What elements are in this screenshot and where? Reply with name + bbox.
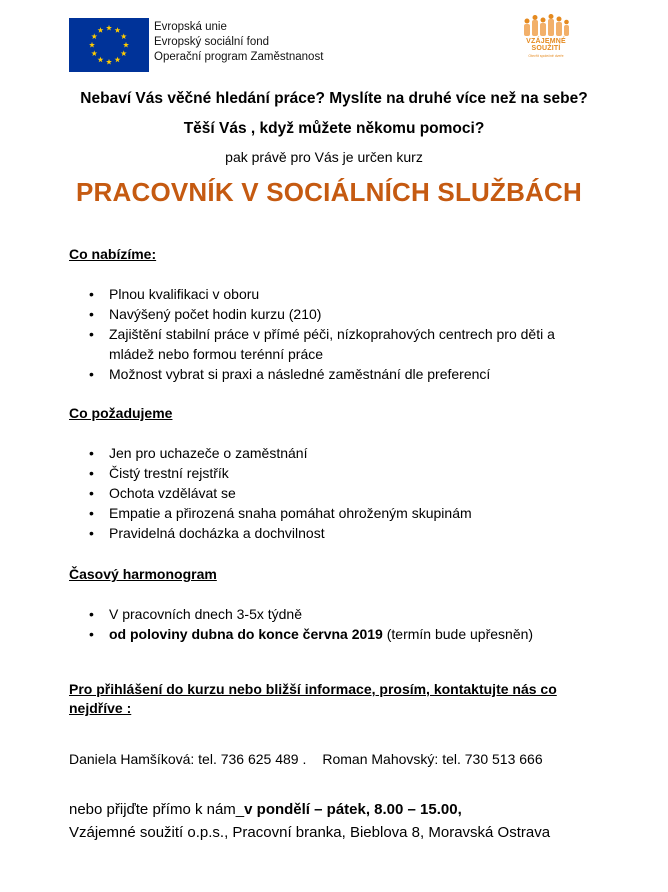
requirements-heading: Co požadujeme <box>69 405 173 421</box>
list-item: • Možnost vybrat si praxi a následné zaměstnání dle preferencí <box>89 366 491 382</box>
eu-stars-icon <box>69 18 149 72</box>
bullet-icon: • <box>89 465 94 481</box>
bullet-icon: • <box>89 626 94 642</box>
list-item: • Zajištění stabilní práce v přímé péči, nízkoprahových centrech pro děti a mládež nebo formou terénní práce <box>89 326 555 362</box>
contact-heading: Pro přihlášení do kurzu nebo bližší informace, prosím, kontaktujte nás co nejdříve : <box>69 681 557 716</box>
list-item: • Ochota vzdělávat se <box>89 485 236 501</box>
bullet-icon: • <box>89 286 94 302</box>
offer-heading: Co nabízíme: <box>69 246 157 262</box>
contact-person-2: Roman Mahovský: tel. 730 513 666 <box>322 751 543 767</box>
list-item: • Empatie a přirozená snaha pomáhat ohroženým skupinám <box>89 505 472 521</box>
address: Vzájemné soužití o.p.s., Pracovní branka, Bieblova 8, Moravská Ostrava <box>69 824 551 841</box>
offer-list <box>69 284 589 384</box>
intro-text: pak právě pro Vás je určen kurz <box>225 149 423 165</box>
bullet-icon: • <box>89 505 94 521</box>
list-item: • V pracovních dnech 3-5x týdně <box>89 606 303 622</box>
list-item: • Čistý trestní rejstřík <box>89 465 229 481</box>
contact-people <box>69 751 543 767</box>
eu-line-2: Evropský sociální fond <box>154 36 270 48</box>
headline-question-2: Těší Vás , když můžete někomu pomoci? <box>183 120 485 137</box>
list-item: • Navýšený počet hodin kurzu (210) <box>89 306 322 322</box>
bullet-icon: • <box>89 485 94 501</box>
bullet-icon: • <box>89 445 94 461</box>
schedule-dates: od poloviny dubna do konce června 2019 <box>109 626 383 642</box>
requirements-list <box>69 443 589 543</box>
partner-logo-text: VZÁJEMNÉ SOUŽITÍ <box>526 38 566 52</box>
course-title: PRACOVNÍK V SOCIÁLNÍCH SLUŽBÁCH <box>76 177 582 207</box>
eu-program-text <box>154 20 323 65</box>
partner-logo-subtext: Otevřít společně dveře <box>528 54 564 58</box>
headline-question-1: Nebaví Vás věčné hledání práce? Myslíte na druhé více než na sebe? <box>80 90 588 107</box>
list-item: • Pravidelná docházka a dochvilnost <box>89 525 325 541</box>
visit-prefix: nebo přijďte přímo k nám_ <box>69 801 245 818</box>
eu-line-3: Operační program Zaměstnanost <box>154 51 324 63</box>
eu-flag-logo <box>69 18 149 72</box>
bullet-icon: • <box>89 525 94 541</box>
list-item: • Plnou kvalifikaci v oboru <box>89 286 260 302</box>
eu-line-1: Evropská unie <box>154 21 227 33</box>
schedule-heading: Časový harmonogram <box>69 566 217 582</box>
visit-info <box>69 801 462 818</box>
visit-hours: v pondělí – pátek, 8.00 – 15.00, <box>244 801 462 818</box>
list-item: • Jen pro uchazeče o zaměstnání <box>89 445 308 461</box>
schedule-note: (termín bude upřesněn) <box>382 626 534 642</box>
contact-person-1: Daniela Hamšíková: tel. 736 625 489 . <box>69 751 307 767</box>
bullet-icon: • <box>89 606 94 622</box>
list-item <box>69 624 589 644</box>
schedule-list <box>69 604 589 644</box>
bullet-icon: • <box>89 326 94 342</box>
bullet-icon: • <box>89 306 94 322</box>
bullet-icon: • <box>89 366 94 382</box>
